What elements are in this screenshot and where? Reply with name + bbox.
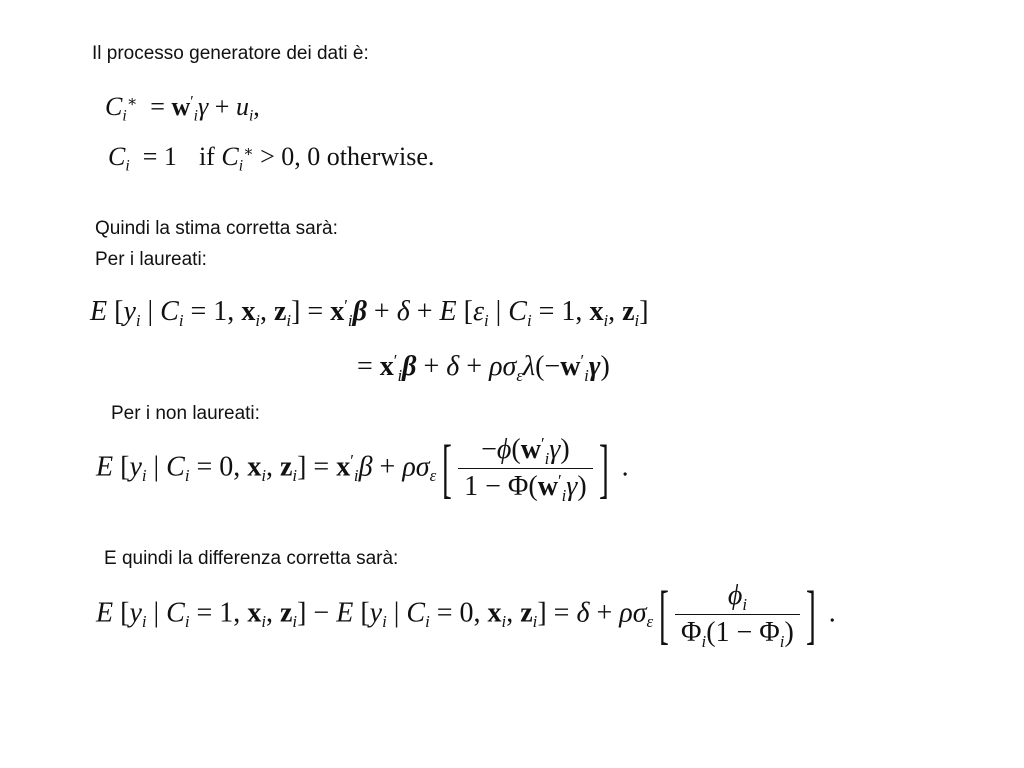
non-graduates-heading: Per i non laureati: (111, 403, 260, 424)
graduates-expectation-line2: = $x'_i\beta + \delta + \rho\sigma_\varepsilon\lambda(-w'_i\gamma)$ (357, 350, 610, 385)
graduates-expectation-line1: E [$y_i$ | $C_i = 1$, $x_i$, $z_i] = x'_i\beta + \delta + E$ [$\varepsilon_i$ | $C_i = 1$, $x_i$, $z_i$] (90, 295, 649, 330)
correct-estimate-heading: Quindi la stima corretta sarà: (95, 218, 338, 239)
graduates-heading: Per i laureati: (95, 249, 207, 270)
latent-equation: $C_i^∗ = w'_i\gamma + u_i$, (105, 92, 260, 125)
dgp-heading: Il processo generatore dei dati è: (92, 43, 369, 64)
difference-heading: E quindi la differenza corretta sarà: (104, 548, 399, 569)
non-graduates-expectation: E [$y_i$ | $C_i = 0$, $x_i$, $z_i] = x'_i\beta + \rho\sigma_\varepsilon$[ $\frac{-\phi(w'_i\gamma)}{1 - \Phi(w'_i\gamma)}$ ] . (96, 432, 629, 506)
corrected-difference-equation: E [$y_i$ | $C_i = 1$, $x_i$, $z_i] - E$ [$y_i$ | $C_i = 0$, $x_i$, $z_i] = \delta + \rho\sigma_\varepsilon$[ $\frac{\phi_i}{\Phi_i(1 - \Phi_i)}$ ] . (96, 578, 836, 652)
selection-equation: $C_i = 1$ if $C_i^∗ > 0$, 0 otherwise. (108, 142, 435, 175)
